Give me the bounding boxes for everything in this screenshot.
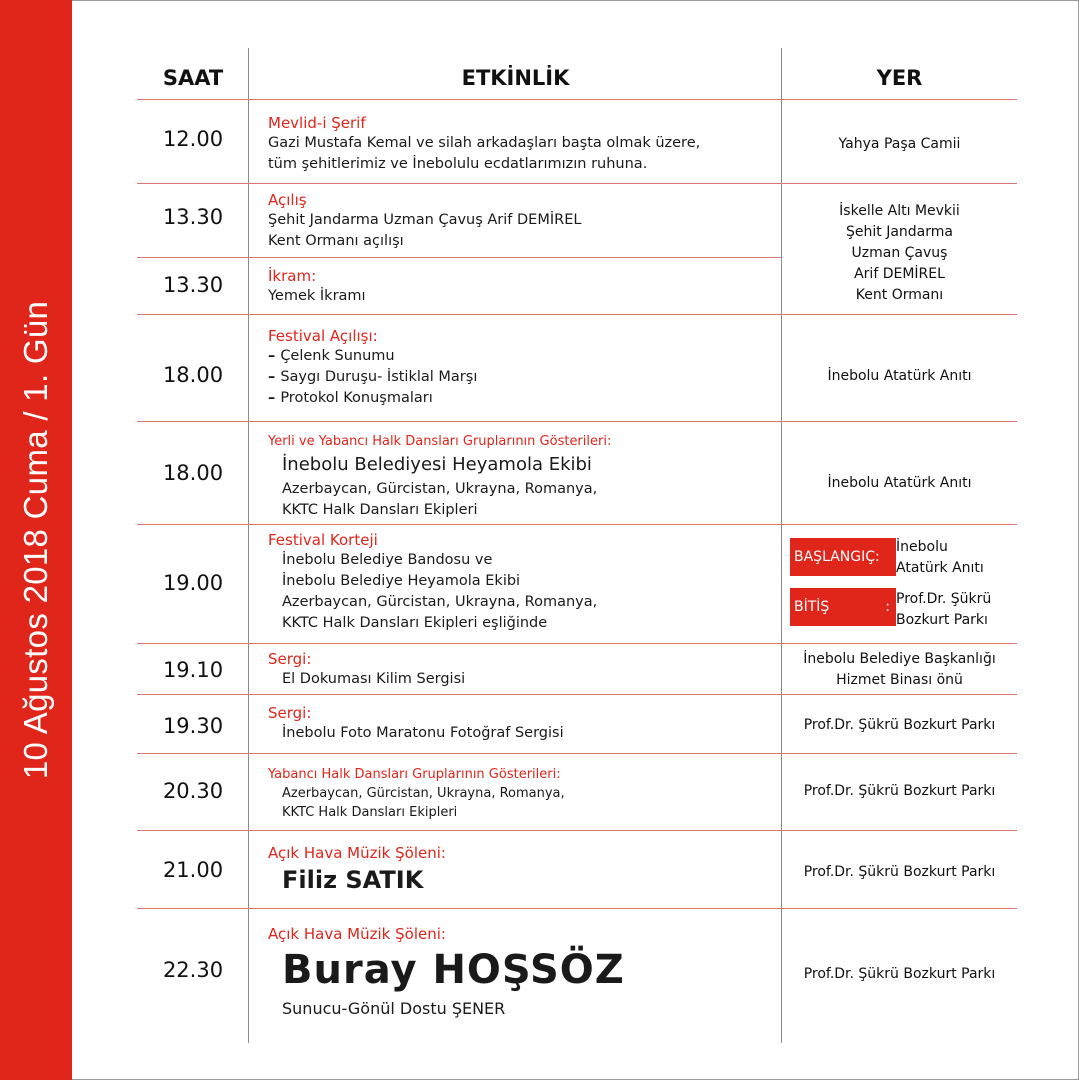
merged-place xyxy=(782,201,1017,306)
event-title: Sergi: xyxy=(268,704,312,722)
schedule-row xyxy=(137,643,1017,694)
event-title: Sergi: xyxy=(268,650,312,668)
event-line: Azerbaycan, Gürcistan, Ukrayna, Romanya, xyxy=(282,594,598,610)
event-highlight: İnebolu Belediyesi Heyamola Ekibi xyxy=(282,454,592,475)
place-line: Atatürk Anıtı xyxy=(896,560,984,576)
event-line: El Dokuması Kilim Sergisi xyxy=(282,671,466,687)
place-line: Uzman Çavuş xyxy=(851,245,948,261)
end-label: BİTİŞ xyxy=(794,599,830,615)
row-time: 13.30 xyxy=(162,273,224,297)
place-line: Prof.Dr. Şükrü Bozkurt Parkı xyxy=(803,966,996,982)
performer-name: Filiz SATIK xyxy=(282,866,424,894)
event-title: Festival Korteji xyxy=(268,531,378,549)
place-line: Arif DEMİREL xyxy=(854,266,945,282)
event-line: İnebolu Belediye Heyamola Ekibi xyxy=(282,573,521,589)
event-title: Açık Hava Müzik Şöleni: xyxy=(268,844,446,862)
schedule-row xyxy=(137,421,1017,524)
place-line: Kent Ormanı xyxy=(855,287,944,303)
performer-name: Buray HOŞSÖZ xyxy=(282,947,625,993)
row-time: 19.10 xyxy=(162,658,224,682)
row-place xyxy=(782,862,1017,883)
row-place xyxy=(782,964,1017,985)
place-line: Prof.Dr. Şükrü xyxy=(896,591,992,607)
row-place xyxy=(782,715,1017,736)
event-line: Azerbaycan, Gürcistan, Ukrayna, Romanya, xyxy=(282,481,598,497)
event-line: Azerbaycan, Gürcistan, Ukrayna, Romanya, xyxy=(282,786,565,801)
row-time: 22.30 xyxy=(162,958,224,982)
start-badge xyxy=(790,538,896,576)
schedule-row xyxy=(137,99,1017,183)
place-line: İnebolu xyxy=(896,539,948,555)
row-place xyxy=(782,134,1017,155)
row-place xyxy=(782,781,1017,802)
event-title: İkram: xyxy=(268,267,317,285)
header-event: ETKİNLİK xyxy=(461,66,570,90)
event-line: İnebolu Belediye Bandosu ve xyxy=(282,552,493,568)
event-title: Mevlid-i Şerif xyxy=(268,114,366,132)
schedule-row xyxy=(137,908,1017,1043)
row-time: 19.30 xyxy=(162,714,224,738)
event-title: Açılış xyxy=(268,191,307,209)
place-line: İnebolu Atatürk Anıtı xyxy=(827,475,972,491)
schedule-row xyxy=(137,753,1017,830)
date-label: 10 Ağustos 2018 Cuma / 1. Gün xyxy=(17,300,54,780)
event-line: Gazi Mustafa Kemal ve silah arkadaşları başta olmak üzere, xyxy=(268,135,701,151)
row-time: 18.00 xyxy=(162,363,224,387)
end-place xyxy=(896,589,991,631)
event-line: Yemek İkramı xyxy=(268,288,366,304)
row-time: 19.00 xyxy=(162,571,224,595)
event-title: Yabancı Halk Dansları Gruplarının Gösterileri: xyxy=(268,767,561,782)
date-sidebar xyxy=(0,0,72,1080)
place-line: Hizmet Binası önü xyxy=(836,672,963,688)
schedule-row xyxy=(137,314,1017,421)
row-time: 18.00 xyxy=(162,461,224,485)
event-title: Festival Açılışı: xyxy=(268,327,378,345)
row-place xyxy=(782,366,1017,387)
event-line: İnebolu Foto Maratonu Fotoğraf Sergisi xyxy=(282,725,564,741)
schedule-row xyxy=(137,830,1017,908)
start-label: BAŞLANGIÇ: xyxy=(794,549,880,565)
place-line: Yahya Paşa Camii xyxy=(838,136,961,152)
event-title: Yerli ve Yabancı Halk Dansları Gruplarının Gösterileri: xyxy=(268,434,612,449)
event-line: Kent Ormanı açılışı xyxy=(268,233,404,249)
event-line: tüm şehitlerimiz ve İnebolulu ecdatlarımızın ruhuna. xyxy=(268,156,648,172)
place-line: Bozkurt Parkı xyxy=(896,612,988,628)
row-time: 13.30 xyxy=(162,205,224,229)
place-line: Şehit Jandarma xyxy=(846,224,953,240)
header-place: YER xyxy=(876,66,923,90)
place-line: Prof.Dr. Şükrü Bozkurt Parkı xyxy=(803,783,996,799)
row-place xyxy=(782,649,1017,691)
start-place xyxy=(896,537,984,579)
row-time: 12.00 xyxy=(162,127,224,151)
place-line: İskelle Altı Mevkii xyxy=(839,203,960,219)
row-time: 20.30 xyxy=(162,779,224,803)
event-line: – Protokol Konuşmaları xyxy=(268,388,908,409)
end-badge xyxy=(790,588,896,626)
event-line: KKTC Halk Dansları Ekipleri xyxy=(282,805,458,820)
row-place xyxy=(782,473,1017,494)
place-line: İnebolu Atatürk Anıtı xyxy=(827,368,972,384)
presenter-line: Sunucu-Gönül Dostu ŞENER xyxy=(282,999,506,1018)
place-line: Prof.Dr. Şükrü Bozkurt Parkı xyxy=(803,864,996,880)
event-line: KKTC Halk Dansları Ekipleri eşliğinde xyxy=(282,615,548,631)
end-colon: : xyxy=(885,599,890,615)
event-line: KKTC Halk Dansları Ekipleri xyxy=(282,502,478,518)
row-time: 21.00 xyxy=(162,858,224,882)
header-time: SAAT xyxy=(162,66,224,90)
event-line: Şehit Jandarma Uzman Çavuş Arif DEMİREL xyxy=(268,212,582,228)
schedule-row xyxy=(137,694,1017,753)
event-title: Açık Hava Müzik Şöleni: xyxy=(268,925,446,943)
place-line: Prof.Dr. Şükrü Bozkurt Parkı xyxy=(803,717,996,733)
place-line: İnebolu Belediye Başkanlığı xyxy=(803,651,996,667)
event-line: – Saygı Duruşu- İstiklal Marşı xyxy=(268,367,908,388)
event-line: – Çelenk Sunumu xyxy=(268,346,908,367)
